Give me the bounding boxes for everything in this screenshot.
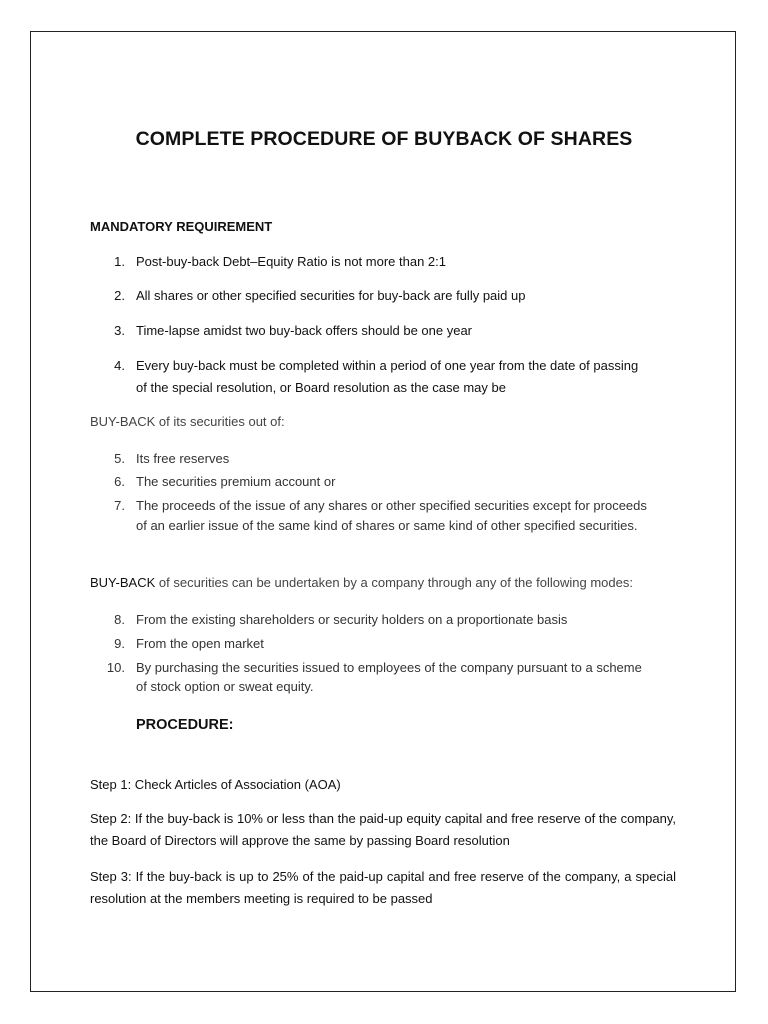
list-text: Time-lapse amidst two buy-back offers should be one year	[136, 323, 473, 338]
buyback-sources-intro	[90, 414, 285, 429]
procedure-step: Step 1: Check Articles of Association (AOA)	[90, 777, 341, 792]
list-text: of stock option or sweat equity.	[136, 679, 314, 694]
intro-text: BUY-BACK of its securities out of:	[90, 414, 285, 429]
list-text: Its free reserves	[136, 451, 230, 466]
list-number: 3.	[114, 323, 125, 338]
list-text: The proceeds of the issue of any shares or other specified securities except for proceeds	[136, 498, 647, 513]
list-text: of an earlier issue of the same kind of shares or same kind of other specified securities.	[136, 518, 638, 533]
list-number: 5.	[114, 451, 125, 466]
list-number: 7.	[114, 498, 125, 513]
intro-text: of securities can be undertaken by a company through any of the following modes:	[155, 575, 633, 590]
list-number: 6.	[114, 474, 125, 489]
procedure-step: Step 3: If the buy-back is up to 25% of the paid-up capital and free reserve of the company, a special resolution at the members meeting is required to be passed	[90, 869, 676, 906]
document-title: COMPLETE PROCEDURE OF BUYBACK OF SHARES	[135, 128, 633, 150]
list-number: 8.	[114, 612, 125, 627]
list-text: of the special resolution, or Board resolution as the case may be	[136, 380, 506, 395]
buyback-modes-intro	[90, 575, 633, 590]
list-number: 9.	[114, 636, 125, 651]
intro-lead: BUY-BACK	[90, 575, 156, 590]
procedure-heading: PROCEDURE:	[136, 717, 234, 733]
list-number: 10.	[106, 660, 125, 675]
list-text: All shares or other specified securities for buy-back are fully paid up	[136, 288, 526, 303]
list-number: 2.	[114, 288, 125, 303]
list-text: From the existing shareholders or security holders on a proportionate basis	[136, 612, 568, 627]
list-text: From the open market	[136, 636, 264, 651]
list-number: 1.	[114, 254, 125, 269]
list-text: By purchasing the securities issued to employees of the company pursuant to a scheme	[136, 660, 642, 675]
list-number: 4.	[114, 358, 125, 373]
list-text: Every buy-back must be completed within a period of one year from the date of passing	[136, 358, 639, 373]
procedure-step: Step 2: If the buy-back is 10% or less than the paid-up equity capital and free reserve of the company, the Board of Directors will approve the same by passing Board resolution	[90, 811, 676, 848]
list-text: Post-buy-back Debt–Equity Ratio is not more than 2:1	[136, 254, 446, 269]
list-text: The securities premium account or	[136, 474, 336, 489]
mandatory-requirement-heading: MANDATORY REQUIREMENT	[90, 219, 273, 234]
